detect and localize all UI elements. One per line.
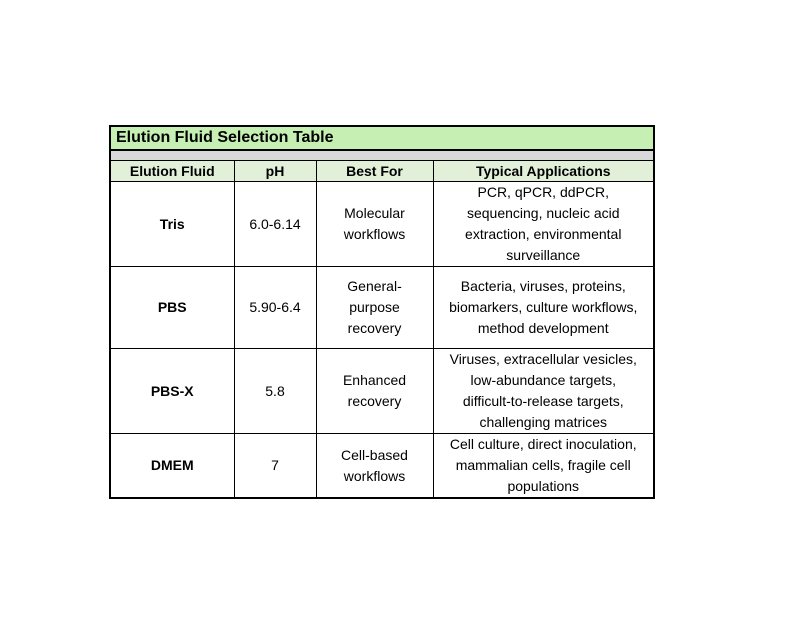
best-for-line: General- — [347, 278, 402, 294]
best-for-cell — [316, 349, 433, 434]
best-for-cell — [316, 434, 433, 498]
applications-cell — [433, 434, 653, 498]
ph-cell: 7 — [234, 434, 316, 498]
ph-cell: 6.0-6.14 — [234, 182, 316, 267]
best-for-line: Enhanced — [342, 372, 407, 388]
applications-cell — [433, 349, 653, 434]
applications-line: populations — [507, 478, 580, 494]
fluid-cell: DMEM — [111, 434, 234, 498]
column-header-fluid: Elution Fluid — [111, 161, 234, 182]
applications-line: PCR, qPCR, ddPCR, — [477, 184, 609, 200]
best-for-line: recovery — [347, 393, 402, 409]
best-for-line: workflows — [343, 467, 406, 484]
elution-fluid-table — [111, 161, 653, 497]
table-row — [111, 434, 653, 498]
applications-line: Viruses, extracellular vesicles, — [449, 351, 637, 367]
applications-line: extraction, environmental — [465, 226, 622, 242]
applications-line: mammalian cells, fragile cell — [455, 457, 631, 473]
column-header-best-for: Best For — [316, 161, 433, 182]
applications-line: challenging matrices — [479, 414, 608, 430]
applications-line: Bacteria, viruses, proteins, — [460, 278, 626, 294]
ph-cell: 5.90-6.4 — [234, 267, 316, 349]
selection-table-container — [109, 125, 655, 499]
best-for-cell — [316, 267, 433, 349]
applications-line: biomarkers, culture workflows, — [449, 299, 638, 315]
table-title: Elution Fluid Selection Table — [111, 127, 653, 151]
applications-line: low-abundance targets, — [470, 372, 617, 388]
best-for-line: Cell-based — [341, 446, 408, 463]
header-separator-band — [111, 151, 653, 161]
fluid-cell: Tris — [111, 182, 234, 267]
best-for-line: purpose — [349, 299, 400, 315]
applications-line: Cell culture, direct inoculation, — [449, 436, 637, 452]
best-for-line: Molecular — [344, 205, 405, 221]
column-header-applications: Typical Applications — [433, 161, 653, 182]
best-for-line: recovery — [347, 320, 402, 336]
best-for-cell — [316, 182, 433, 267]
table-row — [111, 267, 653, 349]
fluid-cell: PBS — [111, 267, 234, 349]
table-row — [111, 182, 653, 267]
applications-line: difficult-to-release targets, — [462, 393, 624, 409]
best-for-line: workflows — [343, 226, 406, 242]
column-header-ph: pH — [234, 161, 316, 182]
applications-line: sequencing, nucleic acid — [466, 205, 620, 221]
applications-cell — [433, 182, 653, 267]
applications-cell — [433, 267, 653, 349]
header-row — [111, 161, 653, 182]
fluid-cell: PBS-X — [111, 349, 234, 434]
applications-line: method development — [477, 320, 609, 336]
ph-cell: 5.8 — [234, 349, 316, 434]
table-row — [111, 349, 653, 434]
applications-line: surveillance — [506, 247, 581, 263]
